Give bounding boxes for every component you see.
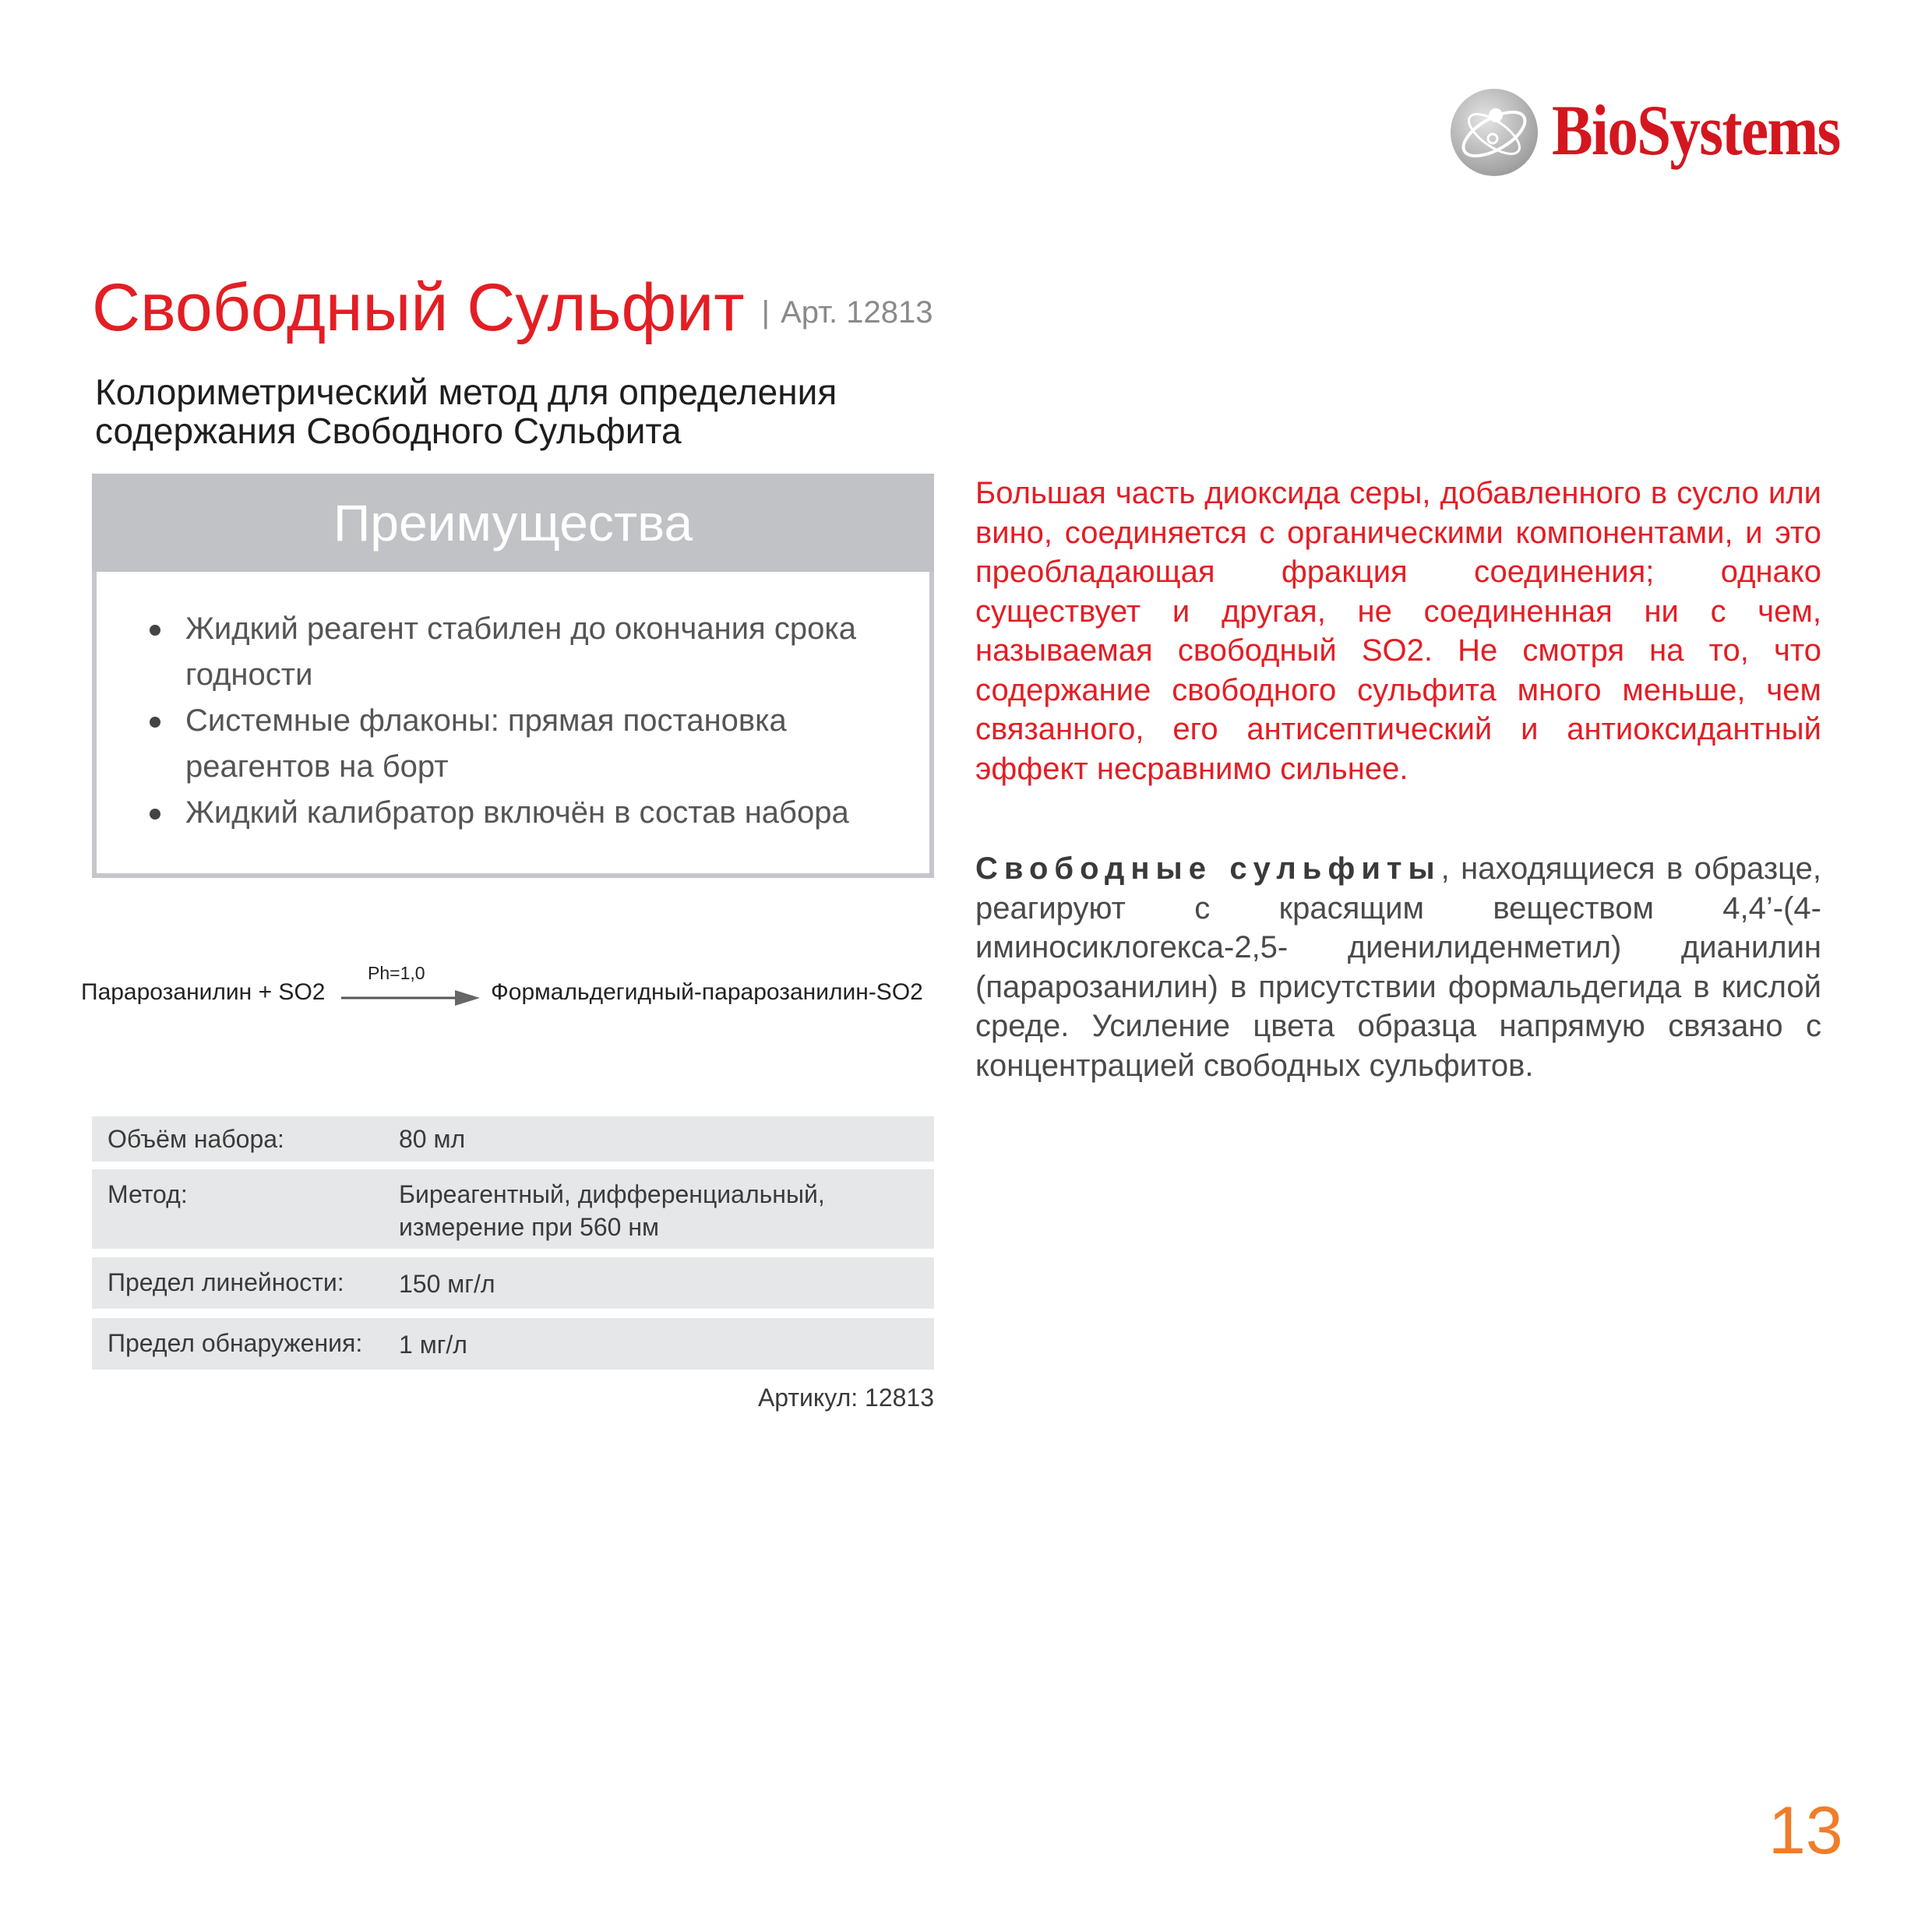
reaction-reactants: Парарозанилин + SO2 — [81, 979, 326, 1005]
spec-label: Предел линейности: — [108, 1268, 344, 1296]
advantage-text: Жидкий реагент стабилен до окончания срока годности — [185, 612, 856, 692]
brand-name: BioSystems — [1552, 90, 1840, 170]
spec-value: Биреагентный, дифференциальный, измерение при 560 нм — [399, 1180, 825, 1241]
advantage-item — [97, 606, 922, 698]
page-number: 13 — [1768, 1793, 1843, 1868]
brand-logo — [1449, 86, 1854, 179]
article-number: Артикул: 12813 — [757, 1384, 934, 1412]
spec-label: Объём набора: — [108, 1125, 284, 1153]
spec-row — [92, 1169, 934, 1249]
advantages-box — [92, 474, 934, 878]
spec-label: Предел обнаружения: — [108, 1329, 363, 1357]
advantage-text: Жидкий калибратор включён в состав набора — [185, 795, 849, 830]
description-lead: Свободные сульфиты — [975, 851, 1441, 886]
bullet-icon — [150, 717, 160, 728]
spec-value: 150 мг/л — [399, 1270, 495, 1298]
advantage-text: Системные флаконы: прямая постановка реагентов на борт — [185, 703, 787, 784]
page-title: Свободный Сульфит — [92, 270, 745, 345]
spec-value: 80 мл — [399, 1125, 466, 1153]
spec-row — [92, 1318, 934, 1370]
reaction-arrow-icon — [341, 986, 481, 1010]
spec-row — [92, 1257, 934, 1309]
advantages-list — [97, 606, 922, 836]
reaction-product: Формальдегидный-парарозанилин-SO2 — [491, 979, 923, 1005]
description-paragraph — [975, 849, 1821, 1085]
spec-value: 1 мг/л — [399, 1331, 467, 1359]
reaction-condition: Ph=1,0 — [368, 963, 425, 983]
bullet-icon — [150, 625, 160, 636]
bullet-icon — [150, 809, 160, 820]
advantage-item — [97, 698, 922, 790]
spec-label: Метод: — [108, 1180, 188, 1208]
intro-paragraph: Большая часть диоксида серы, добавленного в сусло или вино, соединяется с органическими компонентами, и это преобладающая фракция соединения; однако существует и другая, не соединенная ни с чем, называемая свободный SO2. Не смотря на то, что содержание свободного сульфита много меньше, чем связанного, его антисептический и антиоксидантный эффект несравнимо сильнее. — [975, 476, 1821, 786]
description-text: , находящиеся в образце, реагируют с красящим веществом 4,4’-(4-иминосиклогекса-2,5- диенилиденметил) дианилин (парарозанилин) в присутствии формальдегида в кислой среде. Усиление цвета образца напрямую связано с концентрацией свободных сульфитов. — [975, 851, 1821, 1083]
advantages-heading: Преимущества — [92, 474, 934, 572]
spec-row — [92, 1116, 934, 1162]
biosystems-logo-icon — [1449, 87, 1539, 178]
title-row — [92, 269, 933, 347]
page-subtitle: Колориметрический метод для определения содержания Свободного Сульфита — [95, 372, 837, 451]
article-reference: Арт. 12813 — [781, 295, 933, 330]
title-separator: | — [761, 295, 770, 330]
advantage-item — [97, 790, 922, 836]
